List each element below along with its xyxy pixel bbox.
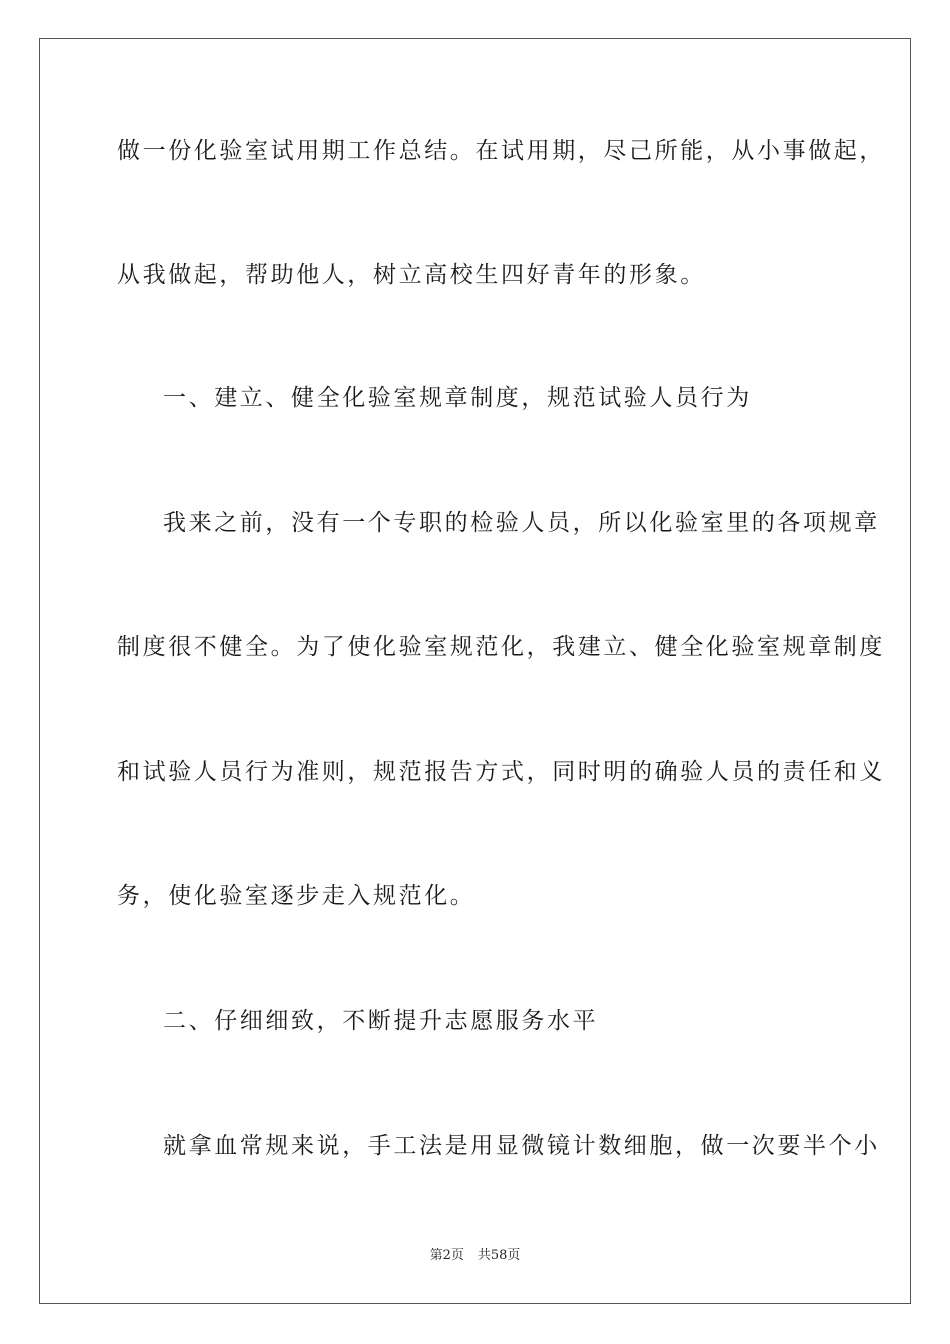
body-line: 做一份化验室试用期工作总结。在试用期，尽己所能，从小事做起， [117, 138, 885, 164]
page-number: 第2页 [429, 1248, 464, 1263]
body-line: 从我做起，帮助他人，树立高校生四好青年的形象。 [117, 262, 706, 288]
body-line: 制度很不健全。为了使化验室规范化，我建立、健全化验室规章制度 [117, 634, 885, 660]
body-line: 和试验人员行为准则，规范报告方式，同时明的确验人员的责任和义 [117, 759, 885, 785]
body-line: 我来之前，没有一个专职的检验人员，所以化验室里的各项规章 [163, 510, 880, 536]
section-heading: 一、建立、健全化验室规章制度，规范试验人员行为 [163, 385, 752, 411]
page-footer [0, 1247, 950, 1265]
page-border [39, 38, 911, 1304]
section-heading: 二、仔细细致，不断提升志愿服务水平 [163, 1008, 599, 1034]
body-line: 就拿血常规来说，手工法是用显微镜计数细胞，做一次要半个小 [163, 1133, 880, 1159]
page-total: 共58页 [477, 1248, 521, 1263]
body-line: 务，使化验室逐步走入规范化。 [117, 883, 476, 909]
